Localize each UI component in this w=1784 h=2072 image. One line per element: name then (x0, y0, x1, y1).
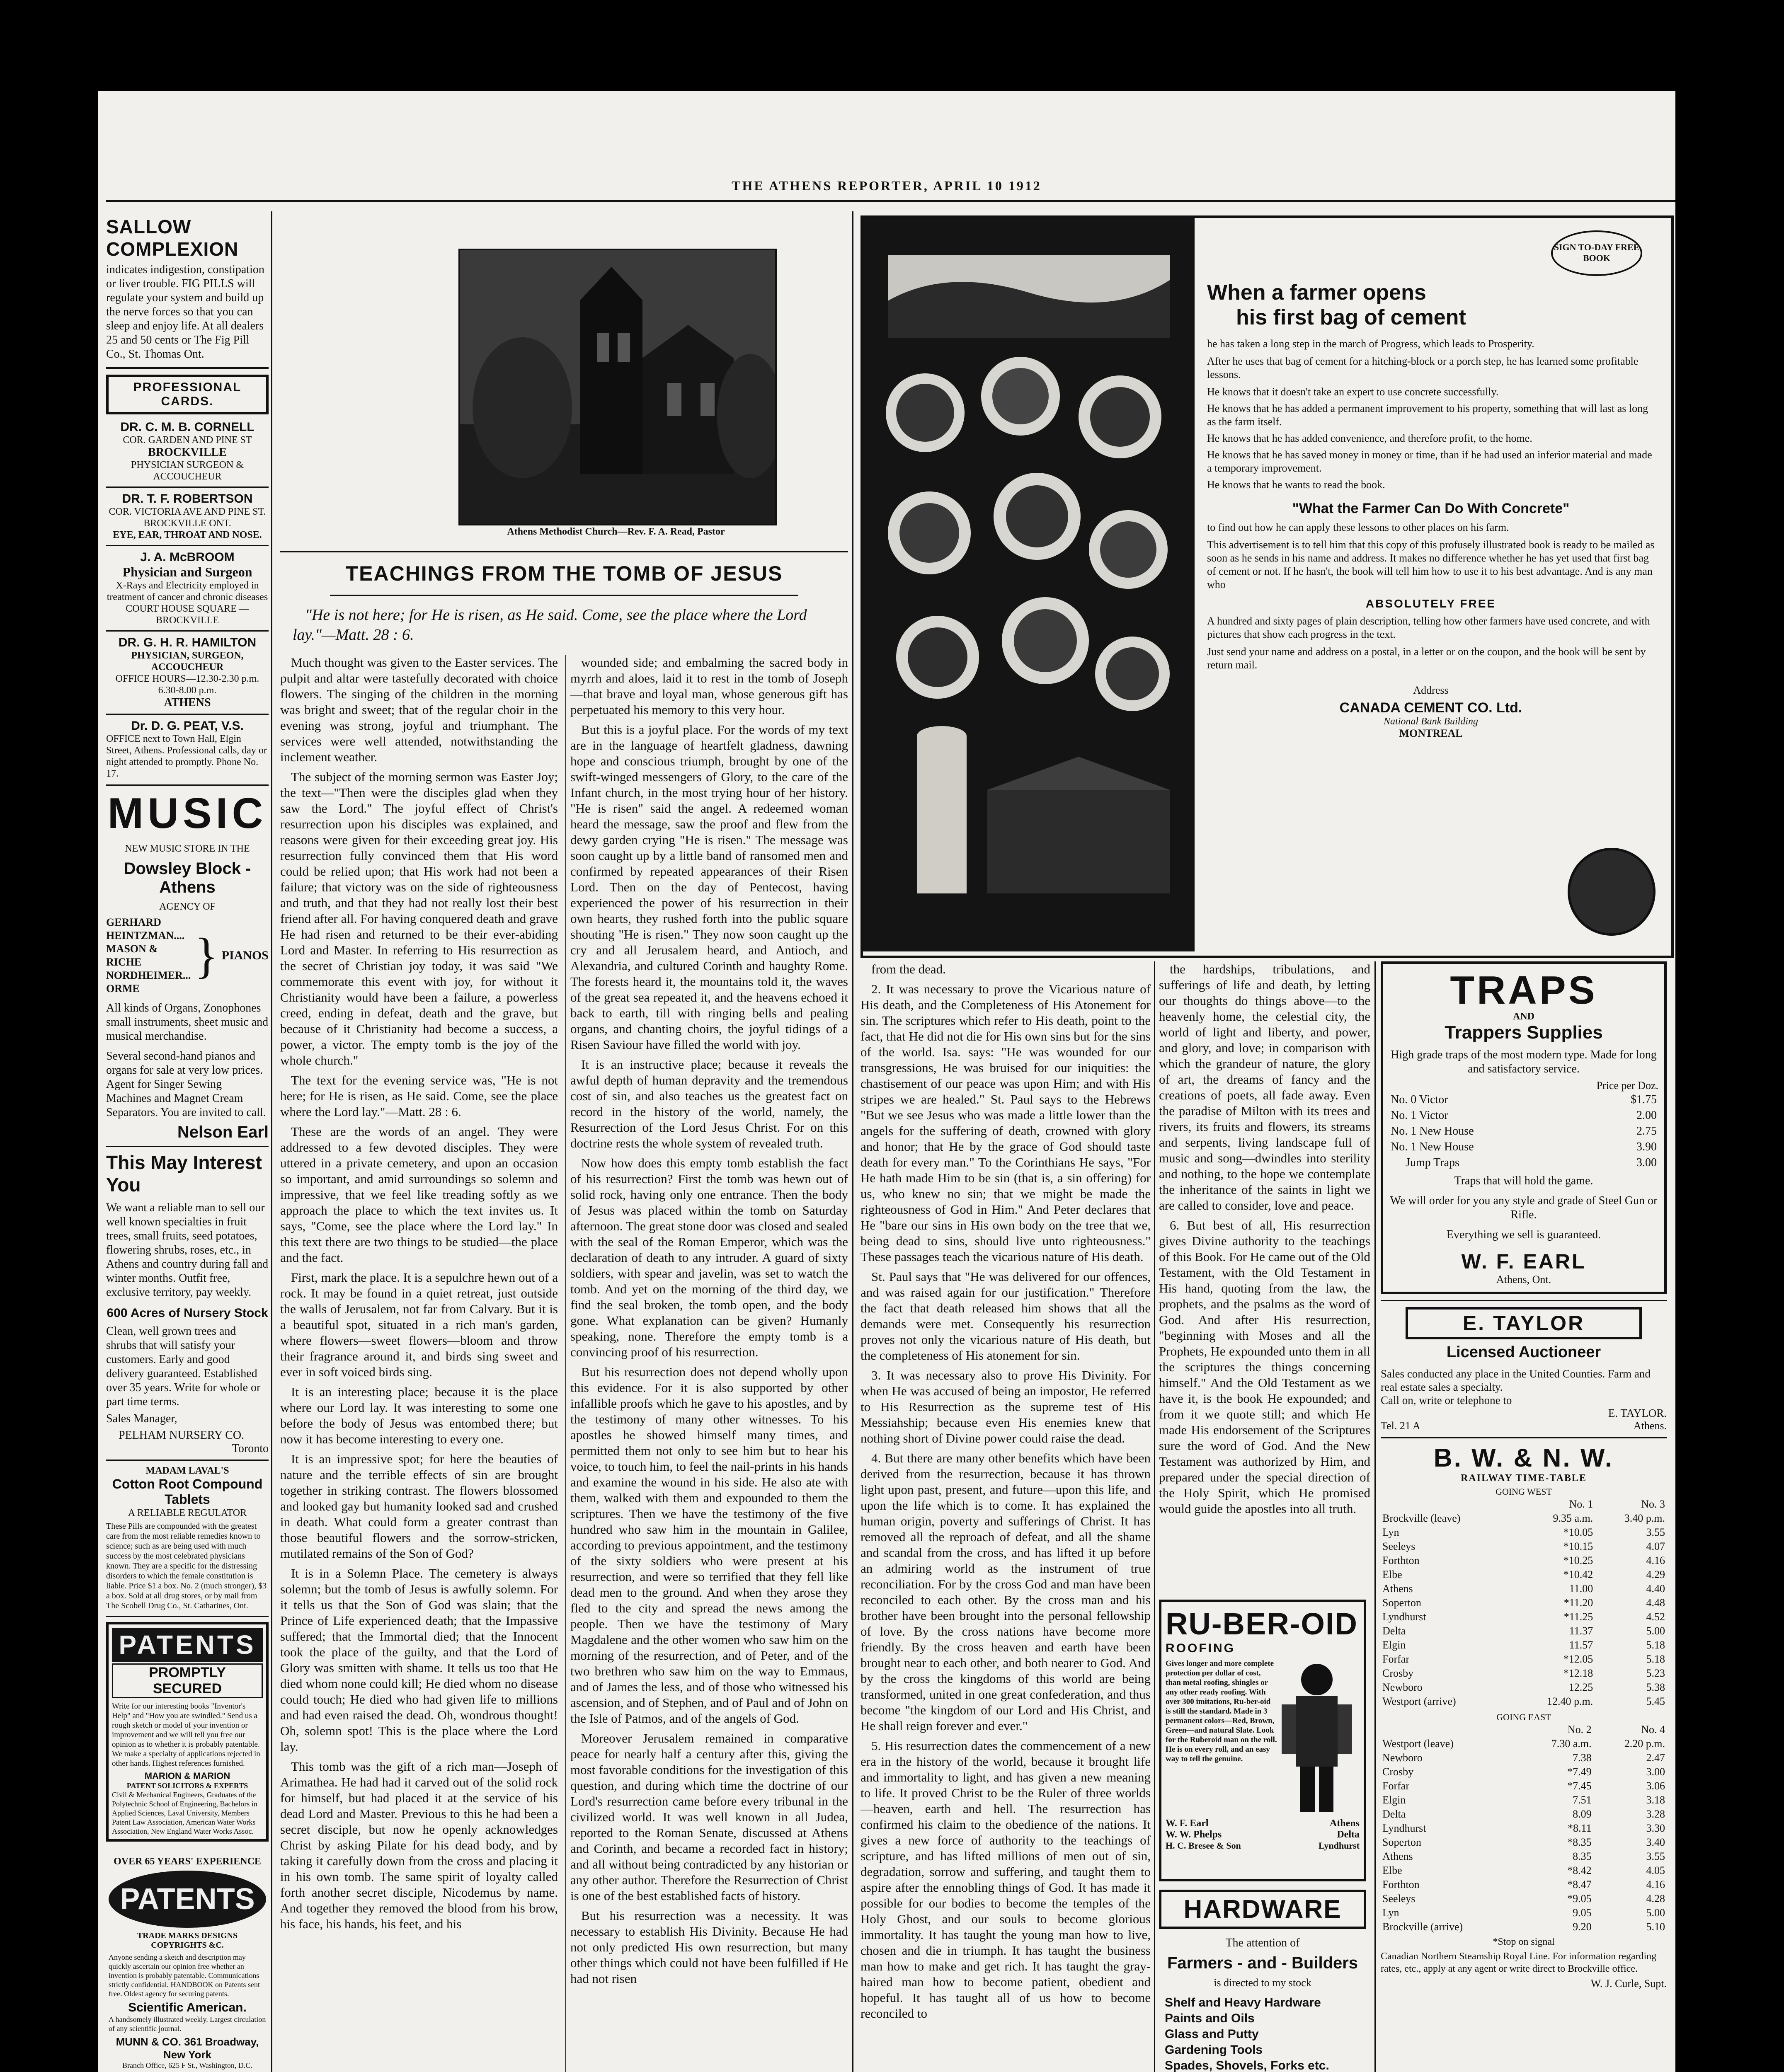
music-block: Dowsley Block - Athens (124, 859, 251, 896)
table-row: Brockville (arrive) 9.20 5.10 (1382, 1921, 1665, 1933)
traps-subtitle: Trappers Supplies (1445, 1022, 1603, 1043)
cement-headline-2: his first bag of cement (1236, 305, 1466, 329)
cement-ad-woodcut (863, 218, 1195, 951)
hardware-stock-list: Shelf and Heavy Hardware Paints and Oils Glass and Putty Gardening Tools Spades, Shovels, Forks etc. (1165, 1996, 1329, 2072)
traps-ad: TRAPS AND Trappers Supplies High grade traps of the most modern type. Made for long and satisfactory service. Price per Doz. No. 0 Victor $1.75 No. 1 Victor 2.00 No. 1 New House 2.75 No. 1 New House 3.90 Jump Traps 3.00 Traps that will hold the game. We will order for you any style and grade of Steel Gun or Rifle. Everything we sell is guaranteed. W. F. EARL Athens, Ont. (1381, 961, 1667, 1294)
table-row: Lyndhurst *8.11 3.30 (1382, 1822, 1665, 1834)
hardware-audience: Farmers - and - Builders (1167, 1954, 1358, 1972)
cement-ad (860, 215, 1674, 958)
table-row: Westport (leave) 7.30 a.m. 2.20 p.m. (1382, 1738, 1665, 1750)
column-divider (852, 211, 853, 2072)
right-ads-column: TRAPS AND Trappers Supplies High grade traps of the most modern type. Made for long and satisfactory service. Price per Doz. No. 0 Victor $1.75 No. 1 Victor 2.00 No. 1 New House 2.75 No. 1 New House 3.90 Jump Traps 3.00 Traps that will hold the game. We will order for you any style and grade of Steel Gun or Rifle. Everything we sell is guaranteed. W. F. EARL Athens, Ont. E. TAYLOR Licensed Auctioneer Sales conducted any place in the United Counties. Farm and real estate sales a specialty. Call on, write or telephone to E. TAYLOR. Tel. 21 A Athens. B. W. & N. W. RAILWAY TIME-TABLE GOING WEST No. 1 No. 3 Brockville (leave) 9.35 a.m. 3.40 p.m. Lyn *10.05 3.55 Seeleys *10.15 4.07 Forthton *10.25 4.16 Elbe *10.42 4.29 Athens 11.00 4.40 Soperton *11.20 4.48 Lyndhurst *11.25 4.52 Delta 11.37 5.00 Elgin 11.57 5.18 Forfar *12.05 5.18 Crosby *12.18 5.23 Newboro 12.25 5.38 Westport (arrive) 12.40 p.m. 5.45 GOING EAST No. 2 No. 4 Westport (leave) 7.30 a.m. 2.20 p.m. Newboro 7.38 2.47 Crosby *7.49 3.00 Forfar *7.45 3.06 Elgin 7.51 3.18 Delta 8.09 3.28 Lyndhurst *8.11 3.30 Soperton *8.35 3.40 Athens 8.35 3.55 Elbe *8.42 4.05 Forthton *8.47 4.16 Seeleys *9.05 4.28 Lyn 9.05 5.00 Brockville (arrive) 9.20 5.10 *Stop on signal Canadian Northern Steamship Royal Line. For information regarding rates, etc., apply at any agent or write direct to Brockville office. W. J. Curle, Supt. (1381, 961, 1667, 2072)
table-row: Lyn 9.05 5.00 (1382, 1907, 1665, 1919)
cement-headline-1: When a farmer opens (1207, 281, 1426, 305)
sermon-column-2: wounded side; and embalming the sacred body in myrrh and aloes, laid it to rest in the tomb of Joseph—that brave and loyal man, whose generous gift has perpetuated his memory to this very hour. But this is a joyful place. For the words of my text are in the language of heartfelt gladness, dawning hope and conscious triumph, brought by one of the swift-winged messengers of Glory, to the care of the Infant church, in the most trying hour of her history. "He is risen" said the angel. A redeemed woman heard the message, saw the proof and flew from the dewy garden crying "He is risen." The message was soon caught up by a little band of ransomed men and confirmed by repeated appearances of their Risen Lord. Then on the day of Pentecost, having experienced the power of his resurrection in their own hearts, they rushed forth into the public square shouting "He is risen." They now soon caught up the cry and all Jerusalem heard, and Antioch, and Alexandria, and cultured Corinth and haughty Rome. The forests heard it, the mountains told it, the waves of the great sea repeated it, and the heavens echoed it back to earth, till with ringing bells and pealing organs, and chanting choirs, the joyful tidings of a Risen Saviour have filled the world with joy. It is an instructive place; because it reveals the awful depth of human depravity and the tremendous cost of sin, and also teaches us the greatest fact on record in the history of the world, namely, the Resurrection of the Lord Jesus Christ. For on this doctrine rests the whole system of revealed truth. Now how does this empty tomb establish the fact of his resurrection? First the tomb was hewn out of solid rock, having only one entrance. Then the body of Jesus was placed within the tomb on Saturday afternoon. The great stone door was closed and sealed with the seal of the Roman Emperor, which was the declaration of death to any intruder. A guard of sixty soldiers, with spear and javelin, was set to watch the tomb. And yet on the morning of the third day, we find the seal broken, the tomb open, and the body gone. What explanation can be given? Humanly speaking, none. Therefore the empty tomb is a convincing proof of his resurrection. But his resurrection does not depend wholly upon this evidence. For it is also supported by other infallible proofs which he gave to his apostles, and by the testimony of many other witnesses. To his apostles he showed himself many times, and permitted them not only to see him but to hear his voice, to touch him, to feel the nail-prints in his hands and examine the wound in his side. He also ate with them, walked with them and expounded to them the scriptures. Then we have the testimony of the five hundred who saw him in the mountain in Galilee, according to previous appointment, and the testimony of the sixty soldiers who were present at his resurrection, and were so terrified that they fell like dead men to the ground. And when they arose they fled to the city and spread the news among the people. Then we have the testimony of Mary Magdalene and the other women who saw him on the morning of the resurrection, and of Peter, and of the two brethren who saw him on the way to Emmaus, and of James the less, and of those who witnessed his ascension, and of Stephen, and of Paul and of John on the Isle of Patmos, and of the angels of God. Moreover Jerusalem remained in comparative peace for nearly half a century after this, giving the most favorable conditions for the investigation of this question, and during which time the doctrine of our Lord's resurrection came before every tribunal in the civilized world. It was well known in all Judea, reported to the Roman Senate, discussed at Athens and Corinth, and became a recorded fact in history; and all without being contradicted by any historian or any other author. Therefore the Resurrection of Christ is one of the best established facts of history. But his resurrection was a necessity. It was necessary to establish His Divinity. Because He had not only predicted His own resurrection, but many other things which could not have been fulfilled if He had not risen (570, 655, 848, 1986)
table-row: Brockville (leave) 9.35 a.m. 3.40 p.m. (1382, 1512, 1665, 1524)
table-row: Elgin 7.51 3.18 (1382, 1794, 1665, 1806)
patents-ad-marion: PATENTS PROMPTLY SECURED Write for our interesting books "Inventor's Help" and "How you are swindled." Send us a rough sketch or model of your invention or improvement and we will tell you free our opinion as to whether it is probably patentable. We make a specialty of applications rejected in other hands. Highest references furnished. MARION & MARION PATENT SOLICITORS & EXPERTS Civil & Mechanical Engineers, Graduates of the Polytechnic School of Engineering, Bachelors in Applied Sciences, Laval University, Members Patent Law Association, American Water Works Association, New England Water Works Assoc. (106, 1622, 269, 1842)
ruberoid-ad: RU-BER-OID ROOFING Gives longer and more complete protection per dollar of cost, than metal roofing, shingles or any other ready roofing. With over 300 imitations, Ru-ber-oid is still the standard. Made in 3 permanent colors—Red, Brown, Green—and natural Slate. Look for the Ruberoid man on the roll. He is on every roll, and an easy way to tell the genuine. W. F. Earl Athens W. W. Phelps Delta H. C. Bresee & Son Lyndhurst (1159, 1600, 1366, 1881)
table-row: Westport (arrive) 12.40 p.m. 5.45 (1382, 1695, 1665, 1707)
card-cornell: DR. C. M. B. CORNELL COR. GARDEN AND PINE ST BROCKVILLE PHYSICIAN SURGEON & ACCOUCHEUR (120, 420, 255, 482)
table-row: Lyn *10.05 3.55 (1382, 1526, 1665, 1538)
traps-title: TRAPS (1450, 968, 1597, 1012)
table-row: Athens 8.35 3.55 (1382, 1850, 1665, 1862)
cement-book-title: "What the Farmer Can Do With Concrete" (1292, 501, 1570, 516)
table-row: Soperton *11.20 4.48 (1382, 1597, 1665, 1609)
hardware-title: HARDWARE (1159, 1890, 1366, 1929)
table-row: Elbe *10.42 4.29 (1382, 1569, 1665, 1581)
table-row: Forthton *10.25 4.16 (1382, 1554, 1665, 1566)
table-row: Seeleys *10.15 4.07 (1382, 1540, 1665, 1552)
table-row: Elbe *8.42 4.05 (1382, 1864, 1665, 1876)
music-signature: Nelson Earl (177, 1123, 269, 1141)
traps-signature: W. F. EARL (1461, 1250, 1586, 1273)
taylor-subtitle: Licensed Auctioneer (1446, 1343, 1601, 1361)
table-row: Seeleys *9.05 4.28 (1382, 1893, 1665, 1905)
table-row: Athens 11.00 4.40 (1382, 1583, 1665, 1595)
newspaper-page (98, 91, 1675, 2072)
patents-ad-munn: OVER 65 YEARS' EXPERIENCE PATENTS TRADE MARKS DESIGNS COPYRIGHTS &C. Anyone sending a sketch and description may quickly ascertain our opinion free whether an invention is probably patentable. Communications strictly confidential. HANDBOOK on Patents sent free. Oldest agency for securing patents. Scientific American. A handsomely illustrated weekly. Largest circulation of any scientific journal. MUNN & CO. 361 Broadway, New York Branch Office, 625 F St., Washington, D.C. (109, 1856, 266, 2070)
card-mcbroom: J. A. McBROOM Physician and Surgeon X-Rays and Electricity employed in treatment of cancer and chronic diseases COURT HOUSE SQUARE — BROCKVILLE (107, 550, 268, 626)
ruberoid-man-icon (1277, 1659, 1356, 1816)
table-row: Forfar *7.45 3.06 (1382, 1780, 1665, 1792)
sermon-column-1: Much thought was given to the Easter services. The pulpit and altar were tastefully decorated with choice flowers. The singing of the children in the morning was bright and sweet; that of the regular choir in the evening was strong, joyful and triumphant. The services were well attended, notwithstanding the inclement weather. The subject of the morning sermon was Easter Joy; the text—"Then were the disciples glad when they saw the Lord." The joyful effect of Christ's resurrection upon his disciples was explained, and reasons were given for their exceeding great joy. His resurrection fully convinced them that His word could be relied upon; that His work had not been a failure; that victory was on the side of righteousness and truth, and that they had not really lost their best friend after all. For having conquered death and grave He had risen and returned to be their ever-abiding Lord and Master. In referring to His resurrection as the secret of Christian joy today, it was said "We commemorate this event with joy, for without it Christianity would have been a failure, a powerless creed, ending in defeat, death and the grave, but because of it Christianity had become a success, a power, a victor. The empty tomb is the joy of the whole church." The text for the evening service was, "He is not here; for He is risen, as He said. Come, see the place where the Lord lay."—Matt. 28 : 6. These are the words of an angel. They were addressed to a few devoted disciples. They were uttered in a private cemetery, and upon an occasion so important, and amid surroundings so solemn and impressive, that we feel like treading softly as we approach the place to which the text invites us. It says, "Come, see the place where the Lord lay." In this text there are two things to be studied—the place and the fact. First, mark the place. It is a sepulchre hewn out of a rock. It may be found in a quiet retreat, just outside the walls of Jerusalem, not far from Calvary. But it is a beautiful spot, situated in a rich man's garden, where flowers—sweet flowers—bloom and throw their fragrance around it, and birds sing sweet and ever in soft voiced birds sing. It is an interesting place; because it is the place where our Lord lay. It was interesting to some one before the body of Jesus was entombed there; but now it has become interesting to every one. It is an impressive spot; for here the beauties of nature and the terrible effects of sin are brought together in striking contrast. The flowers blossomed and looked gay but humanity looked sad and crushed in death. What could form a greater contrast than those beautiful flowers and the sorrow-stricken, mutilated remains of the Son of God? It is in a Solemn Place. The cemetery is always solemn; but the tomb of Jesus is awfully solemn. For it tells us that the Son of God was slain; that the Prince of Life experienced death; that the Impassive suffered; that the Immortal died; that the Innocent took the place of the guilty, and that the Lord of Glory was smitten with shame. It tells us too that He died whom none could kill; He died whom no disease could touch; He died who had given life to millions and had even raised the dead. Oh, wondrous thought! Oh, solemn spot! This is the place where the Lord lay. This tomb was the gift of a rich man—Joseph of Arimathea. He had had it carved out of the solid rock for himself, but had placed it at the service of his dead Lord and Master. Previous to this he had been a secret disciple, but now he openly acknowledges Christ by asking Pilate for his dead body, and by taking it carefully down from the cross and placing it in his own tomb. The same spirit of loyalty called forth another secret disciple, Nicodemus by name. And together they removed the blood from his brow, his face, his hands, his feet, and his (280, 655, 558, 1931)
railway-timetable-west: No. 1 No. 3 Brockville (leave) 9.35 a.m. 3.40 p.m. Lyn *10.05 3.55 Seeleys *10.15 4.07 Forthton *10.25 4.16 Elbe *10.42 4.29 Athens 11.00 4.40 Soperton *11.20 4.48 Lyndhurst *11.25 4.52 Delta 11.37 5.00 Elgin 11.57 5.18 Forfar *12.05 5.18 Crosby *12.18 5.23 Newboro 12.25 5.38 Westport (arrive) 12.40 p.m. 5.45 (1381, 1497, 1667, 1709)
cement-seal-icon (1568, 848, 1656, 936)
list-item: No. 1 New House 2.75 (1391, 1125, 1657, 1138)
church-photo (458, 249, 777, 525)
railway-title: B. W. & N. W. (1433, 1444, 1614, 1472)
piano-agency-list: GERHARD HEINTZMAN.... MASON & RICHE NORDHEIMER... ORME } PIANOS (106, 916, 269, 995)
ruberoid-title: RU-BER-OID (1166, 1607, 1358, 1641)
list-item: No. 1 New House 3.90 (1391, 1140, 1657, 1153)
table-row: Newboro 7.38 2.47 (1382, 1752, 1665, 1764)
table-row: Forfar *12.05 5.18 (1382, 1653, 1665, 1665)
cement-company: CANADA CEMENT CO. Ltd. (1339, 700, 1522, 716)
list-item: No. 1 Victor 2.00 (1391, 1109, 1657, 1122)
interest-title: This May Interest You (106, 1152, 262, 1196)
sermon-column-4: the hardships, tribulations, and sufferings of life and death, by letting our thoughts do things above—to the heavenly home, the celestial city, the world of light and liberty, and power, and glory, and love; in comparison with which the grandeur of nature, the glory of art, the dreams of fancy and the creations of poets, all fade away. Even the paradise of Milton with its trees and rivers, its fruits and flowers, its streams and serpents, living landscape full of music and song—dwindles into sterility and nothing, to the hope we contemplate the inheritance of the saints in light we are called to consider, love and peace. 6. But best of all, His resurrection gives Divine authority to the teachings of this Book. For He came out of the Old Testament, with the Old Testament in His hand, quoting from the law, the prophets, and the psalms as the word of God. And after His resurrection, "beginning with Moses and all the Prophets, He expounded unto them in all the scriptures the things concerning himself." And the Old Testament as we have it, is the book He expounded; and from it we quote still; and which He made His endorsement of the Scriptures sure the word of God. And the New Testament was authorized by Him, and prepared under the special direction of the Holy Spirit, which He promised would guide the apostles into all truth. (1159, 962, 1370, 1516)
masthead: THE ATHENS REPORTER, APRIL 10 1912 (732, 178, 1042, 193)
card-peat: Dr. D. G. PEAT, V.S. OFFICE next to Town Hall, Elgin Street, Athens. Professional calls, day or night attended to promptly. Phone No. 17. (106, 719, 267, 779)
cement-ad-copy: When a farmer opens his first bag of cement he has taken a long step in the march of Progress, which leads to Prosperity. After he uses that bag of cement for a hitching-block or a porch step, he has learned some profitable lessons. He knows that it doesn't take an expert to use concrete successfully. He knows that he has added a permanent improvement to his property, something that will last as long as the farm itself. He knows that he has added convenience, and therefore profit, to the home. He knows that he has saved money in money or time, than if he had used an inferior material and made a temporary improvement. He knows that he wants to read the book. "What the Farmer Can Do With Concrete" to find out how he can apply these lessons to other places on his farm. This advertisement is to tell him that this copy of this profusely illustrated book is ready to be mailed as soon as he sends in his name and address. It makes no difference whether he has yet used that first bag of cement or not. If he hasn't, the book will tell him how to use it to his best advantage. And is any man who ABSOLUTELY FREE A hundred and sixty pages of plain description, telling how other farmers have used concrete, and with pictures that show each progress in the text. Just send your name and address on a postal, in a letter or on the coupon, and the book will be sent by return mail. Address CANADA CEMENT CO. Ltd. National Bank Building MONTREAL (1207, 281, 1655, 739)
table-row: Delta 11.37 5.00 (1382, 1625, 1665, 1637)
column-divider (1154, 961, 1155, 2072)
left-ads-column: SALLOW COMPLEXION indicates indigestion, constipation or liver trouble. FIG PILLS will regulate your system and build up the nerve forces so that you can sleep and enjoy life. At all dealers 25 and 50 cents or The Fig Pill Co., St. Thomas Ont. PROFESSIONAL CARDS. DR. C. M. B. CORNELL COR. GARDEN AND PINE ST BROCKVILLE PHYSICIAN SURGEON & ACCOUCHEUR DR. T. F. ROBERTSON COR. VICTORIA AVE AND PINE ST. BROCKVILLE ONT. EYE, EAR, THROAT AND NOSE. J. A. McBROOM Physician and Surgeon X-Rays and Electricity employed in treatment of cancer and chronic diseases COURT HOUSE SQUARE — BROCKVILLE DR. G. H. R. HAMILTON PHYSICIAN, SURGEON, ACCOUCHEUR OFFICE HOURS—12.30-2.30 p.m. 6.30-8.00 p.m. ATHENS Dr. D. G. PEAT, V.S. OFFICE next to Town Hall, Elgin Street, Athens. Professional calls, day or night attended to promptly. Phone No. 17. MUSIC NEW MUSIC STORE IN THE Dowsley Block - Athens AGENCY OF GERHARD HEINTZMAN.... MASON & RICHE NORDHEIMER... ORME } PIANOS All kinds of Organs, Zonophones small instruments, sheet music and musical merchandise. Several second-hand pianos and organs for sale at very low prices. Agent for Singer Sewing Machines and Magnet Cream Separators. You are invited to call. Nelson Earl This May Interest You We want a reliable man to sell our well known specialties in fruit trees, small fruits, seed potatoes, flowering shrubs, roses, etc., in Athens and country during fall and winter months. Outfit free, exclusive territory, pay weekly. 600 Acres of Nursery Stock Clean, well grown trees and shrubs that will satisfy your customers. Early and good delivery guaranteed. Established over 35 years. Write for whole or part time terms. Sales Manager, PELHAM NURSERY CO. Toronto MADAM LAVAL'S Cotton Root Compound Tablets A RELIABLE REGULATOR These Pills are compounded with the greatest care from the most reliable remedies known to science; such as are being used with much success by the most celebrated physicians known. They are a specific for the distressing disorders to which the female constitution is liable. Price $1 a box. No. 2 (much stronger), $3 a box. Sold at all drug stores, or by mail from The Scobell Drug Co., St. Catharines, Ont. PATENTS PROMPTLY SECURED Write for our interesting books "Inventor's Help" and "How you are swindled." Send us a rough sketch or model of your invention or improvement and we will tell you free our opinion as to whether it is probably patentable. We make a specialty of applications rejected in other hands. Highest references furnished. MARION & MARION PATENT SOLICITORS & EXPERTS Civil & Mechanical Engineers, Graduates of the Polytechnic School of Engineering, Bachelors in Applied Sciences, Laval University, Members Patent Law Association, American Water Works Association, New England Water Works Assoc. OVER 65 YEARS' EXPERIENCE PATENTS TRADE MARKS DESIGNS COPYRIGHTS &C. Anyone sending a sketch and description may quickly ascertain our opinion free whether an invention is probably patentable. Communications strictly confidential. HANDBOOK on Patents sent free. Oldest agency for securing patents. Scientific American. A handsomely illustrated weekly. Largest circulation of any scientific journal. MUNN & CO. 361 Broadway, New York Branch Office, 625 F St., Washington, D.C. (106, 215, 269, 2072)
table-row: Delta 8.09 3.28 (1382, 1808, 1665, 1820)
masthead-rule (106, 200, 1675, 202)
table-row: Lyndhurst *11.25 4.52 (1382, 1611, 1665, 1623)
free-book-badge: SIGN TO-DAY FREE BOOK (1551, 230, 1642, 276)
table-row: Crosby *7.49 3.00 (1382, 1766, 1665, 1778)
sermon-quote: "He is not here; for He is risen, as He said. Come, see the place where the Lord lay."—Matt. 28 : 6. (293, 606, 807, 644)
sermon-column-3: from the dead. 2. It was necessary to prove the Vicarious nature of His death, and the Completeness of His Atonement for sin. The scriptures which refer to His death, point to the fact, that He did not die for His own sins but for the sins of the world. Isa. says: "He was wounded for our transgressions, He was bruised for our iniquities: the chastisement of our peace was upon Him; and with His stripes we are healed." St. Paul says to the Hebrews "But we see Jesus who was made a little lower than the angels for the suffering of death, crowned with glory and honor; that He by the grace of God should taste death for every man." To the Corinthians He says, "For He hath made Him to be sin (that is, a sin offering) for us, who knew no sin; that we might be made the righteousness of God in Him." And Peter declares that He "bare our sins in His own body on the tree that we, being dead to sins, should live unto righteousness." These passages teach the vicarious nature of His death. St. Paul says that "He was delivered for our offences, and was raised again for our justification." Therefore the fact that death released him shows that all the demands were met. Consequently his resurrection proves not only the vicarious nature of His death, but the completeness of His atonement for sin. 3. It was necessary also to prove His Divinity. For when He was accused of being an impostor, He referred to His Resurrection as the supreme test of His Messiahship; because even His enemies knew that nothing short of Divine power could raise the dead. 4. But there are many other benefits which have been derived from the resurrection, because it has thrown light upon past, present, and future—upon this life, and upon the life which is to come. It has explained the human origin, poverty and sufferings of Christ. It has removed all the reproach of defeat, and all the shame and scandal from the cross, and has lifted it up before an admiring world as the instrument of true reconciliation. For by the cross God and man have been reconciled to each other. By the cross man and his brother have been brought into the personal fellowship of love. By the cross nations have become more friendly. By the cross heaven and earth have been brought near to each other, and both nearer to God. And by the cross the kingdoms of this world are being transformed, united in one great confederation, and thus become "the kingdom of our Lord and His Christ, and He shall reign forever and ever." 5. His resurrection dates the commencement of a new era in the history of the world, because it brought life and immortality to light, and has given a new meaning to life. It proved Christ to be the Ruler of three worlds—heaven, earth and hell. The resurrection has confirmed his claim to the obedience of the nations. It gives a new force of authority to the teachings of scripture, and has lifted millions of men out of sin, degradation, sorrow and suffering, and taught them to aspire after the ennobling things of God. It has made it possible for our bodies to become the temples of the Holy Ghost, and our souls to become glorious immortality. It has taught the young man how to live, chosen and die in triumph. It has taught the business man how to make and get rich. It has taught the gray-haired man how to become patient, obedient and hopeful. It has taught all of us how to become reconciled to (860, 962, 1151, 2021)
sallow-title: SALLOW COMPLEXION (106, 216, 239, 260)
column-divider (271, 211, 272, 2072)
list-item: No. 0 Victor $1.75 (1391, 1093, 1657, 1106)
railway-timetable-east: No. 2 No. 4 Westport (leave) 7.30 a.m. 2.20 p.m. Newboro 7.38 2.47 Crosby *7.49 3.00 Forfar *7.45 3.06 Elgin 7.51 3.18 Delta 8.09 3.28 Lyndhurst *8.11 3.30 Soperton *8.35 3.40 Athens 8.35 3.55 Elbe *8.42 4.05 Forthton *8.47 4.16 Seeleys *9.05 4.28 Lyn 9.05 5.00 Brockville (arrive) 9.20 5.10 (1381, 1723, 1667, 1934)
church-illustration (460, 250, 775, 524)
table-row: Crosby *12.18 5.23 (1382, 1667, 1665, 1679)
table-row: Soperton *8.35 3.40 (1382, 1836, 1665, 1848)
hardware-ad: HARDWARE The attention of Farmers - and - Builders is directed to my stock Shelf and Heavy Hardware Paints and Oils Glass and Putty Gardening Tools Spades, Shovels, Forks etc. (1159, 1890, 1366, 2072)
brace-glyph: } (194, 928, 218, 983)
table-row: Newboro 12.25 5.38 (1382, 1681, 1665, 1693)
list-item: Jump Traps 3.00 (1406, 1156, 1657, 1169)
traps-price-table (1389, 1092, 1658, 1171)
column-divider (1374, 961, 1376, 2072)
table-row: Forthton *8.47 4.16 (1382, 1878, 1665, 1890)
table-row: Elgin 11.57 5.18 (1382, 1639, 1665, 1651)
sallow-text: indicates indigestion, constipation or liver trouble. FIG PILLS will regulate your system and build up the nerve forces so that you can sleep and enjoy life. At all dealers 25 and 50 cents or The Fig Pill Co., St. Thomas Ont. (106, 263, 264, 361)
card-robertson: DR. T. F. ROBERTSON COR. VICTORIA AVE AND PINE ST. BROCKVILLE ONT. EYE, EAR, THROAT AND NOSE. (109, 492, 266, 540)
music-title: MUSIC (107, 789, 267, 838)
taylor-title: E. TAYLOR (1406, 1307, 1642, 1339)
church-caption: Athens Methodist Church—Rev. F. A. Read, Pastor (507, 526, 725, 537)
laval-title: Cotton Root Compound Tablets (112, 1477, 263, 1507)
music-subtitle: NEW MUSIC STORE IN THE (125, 843, 250, 854)
sermon-headline: TEACHINGS FROM THE TOMB OF JESUS (345, 562, 783, 585)
card-hamilton: DR. G. H. R. HAMILTON PHYSICIAN, SURGEON, ACCOUCHEUR OFFICE HOURS—12.30-2.30 p.m. 6.30-8.00 p.m. ATHENS (115, 636, 259, 709)
professional-cards-title: PROFESSIONAL CARDS. (106, 375, 269, 414)
